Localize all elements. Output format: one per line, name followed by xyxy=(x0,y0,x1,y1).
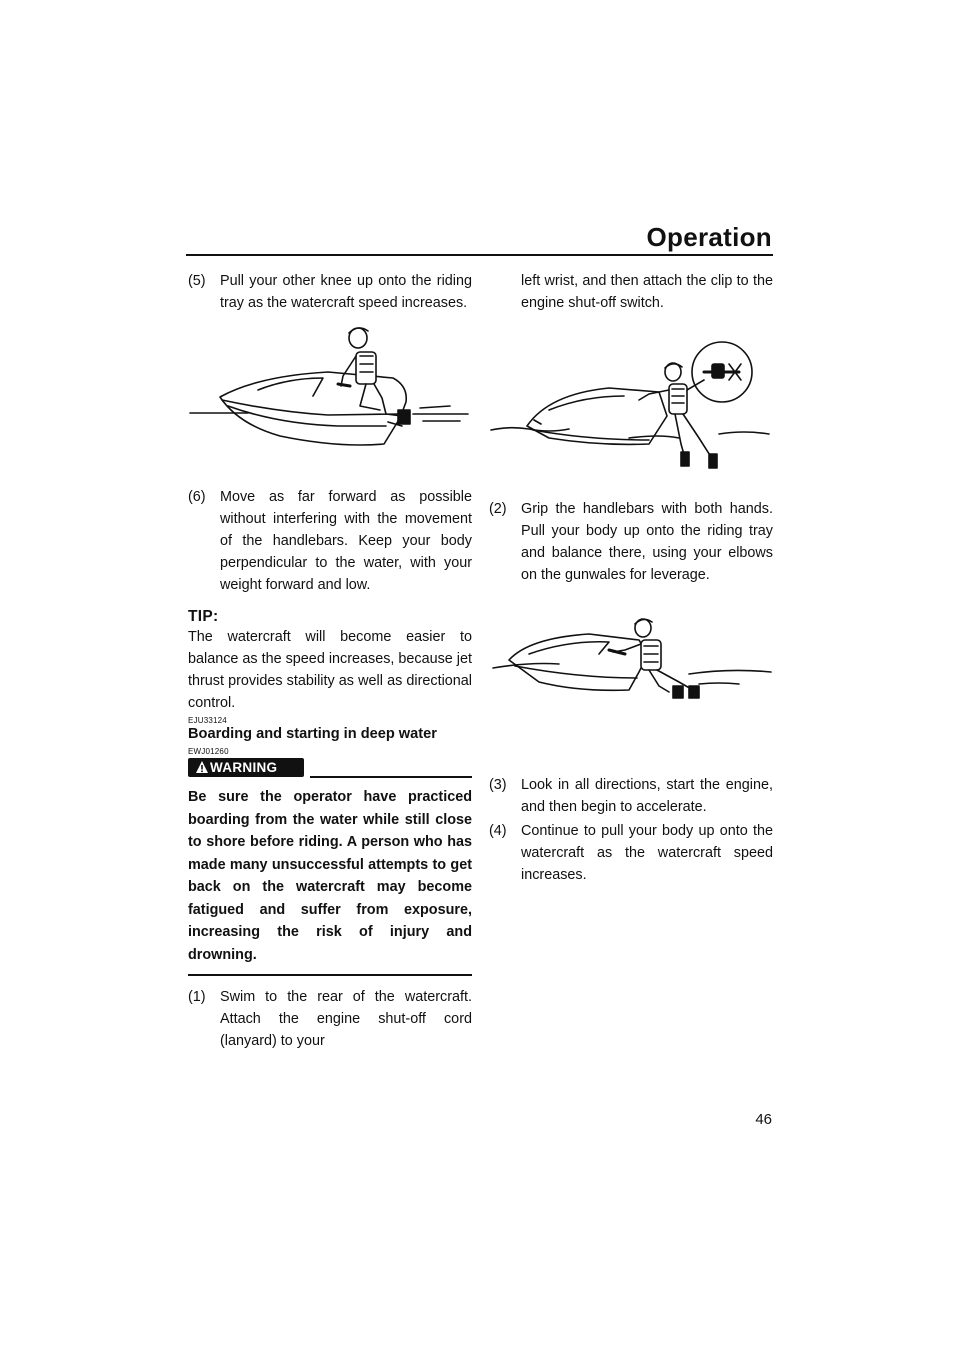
step-text: Look in all directions, start the engine, and then begin to accelerate. xyxy=(521,777,773,815)
section-block xyxy=(188,716,472,756)
section-code: EJU33124 xyxy=(188,716,227,725)
step-number: (3) xyxy=(489,777,507,793)
page-title: Operation xyxy=(646,222,772,252)
step-text: Swim to the rear of the watercraft. Attach the engine shut-off cord (lanyard) to your xyxy=(220,989,472,1049)
tip-block xyxy=(188,608,472,714)
step-text: Continue to pull your body up onto the watercraft as the watercraft speed increases. xyxy=(521,823,773,883)
warning-header xyxy=(188,758,472,780)
swimmer-lanyard-illustration xyxy=(489,334,773,488)
warning-triangle-icon xyxy=(195,760,209,774)
step-number: (2) xyxy=(489,501,507,517)
tip-text: The watercraft will become easier to balance as the speed increases, because jet thrust provides stability as well as directional control. xyxy=(188,629,473,711)
step-1 xyxy=(188,986,472,1052)
warning-label: WARNING xyxy=(210,760,278,775)
step-text: Move as far forward as possible without interfering with the movement of the handlebars. Keep your body perpendicular to the water, with your weight forward and low. xyxy=(220,489,472,593)
step-text: Pull your other knee up onto the riding tray as the watercraft speed increases. xyxy=(220,273,472,311)
step-number: (6) xyxy=(188,489,206,505)
left-column xyxy=(188,270,472,1052)
tip-title: TIP: xyxy=(188,608,219,625)
step-text: Grip the handlebars with both hands. Pull your body up onto the riding tray and balance there, using your elbows on the gunwales for leverage. xyxy=(521,501,773,583)
step-6 xyxy=(188,486,472,596)
warning-text: Be sure the operator have practiced boarding from the water while still close to shore before riding. A person who has made many unsuccessful attempts to get back on the watercraft may become fatigued and suffer from exposure, increasing the risk of injury and drowning. xyxy=(188,786,472,976)
header-rule xyxy=(186,254,773,256)
step-4 xyxy=(489,820,773,886)
rider-kneeling-illustration xyxy=(188,314,472,470)
section-title: Boarding and starting in deep water xyxy=(188,726,437,742)
page-number: 46 xyxy=(755,1111,772,1128)
warning-top-rule xyxy=(310,776,472,778)
warning-code: EWJ01260 xyxy=(188,747,229,756)
step-number: (4) xyxy=(489,823,507,839)
right-column xyxy=(489,270,773,886)
step-1-continued: left wrist, and then attach the clip to the engine shut-off switch. xyxy=(521,273,773,311)
person-pulling-onto-watercraft-illustration xyxy=(489,598,773,758)
warning-badge xyxy=(188,758,304,777)
step-5 xyxy=(188,270,472,314)
step-3 xyxy=(489,774,773,818)
step-2 xyxy=(489,498,773,586)
step-number: (5) xyxy=(188,273,206,289)
step-number: (1) xyxy=(188,989,206,1005)
